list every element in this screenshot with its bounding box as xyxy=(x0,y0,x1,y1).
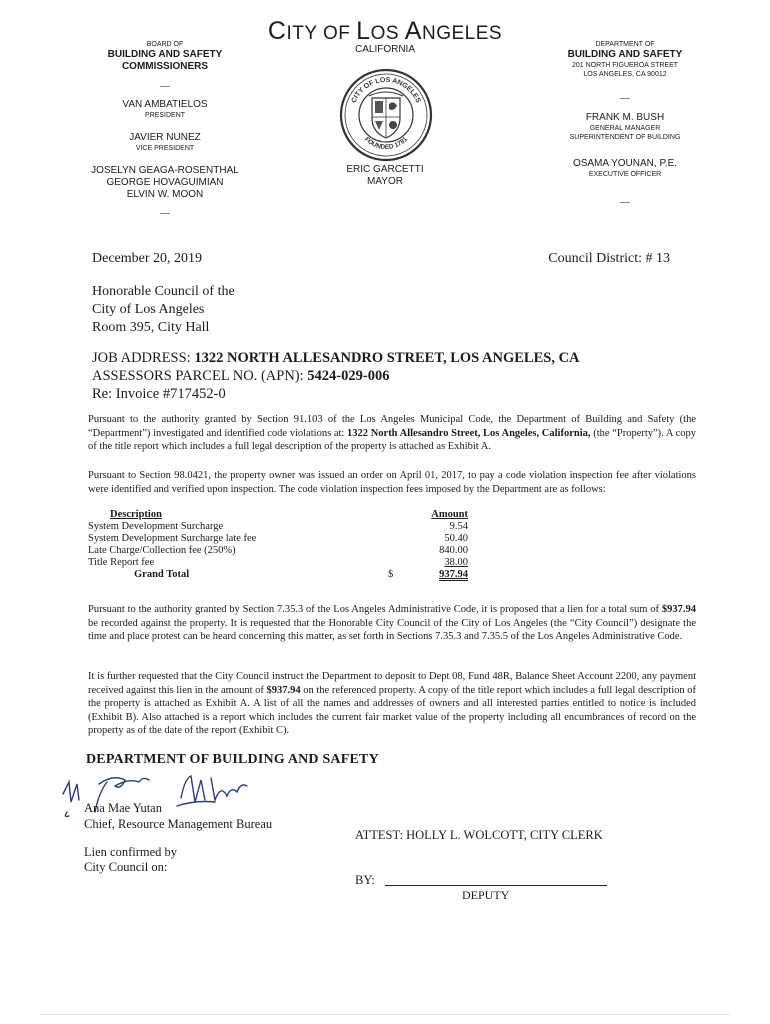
paragraph-3: Pursuant to the authority granted by Section 7.35.3 of the Los Angeles Administrative Code, it is proposed that a lien for a total sum of $937.94 be recorded against the property. It is requested that the Honorable City Council of the City of Los Angeles (the “City Council”) designate the time and place protest can be heard concerning this matter, as set forth in Sections 7.35.3 and 7.35.5 of the Los Angeles Administrative Code. xyxy=(88,604,696,642)
fee-description: Late Charge/Collection fee (250%) xyxy=(88,545,236,556)
job-address-label: JOB ADDRESS: xyxy=(92,350,195,366)
lien-confirmed xyxy=(84,845,177,875)
dept-line1: DEPARTMENT OF xyxy=(595,41,655,48)
addressee-line: City of Los Angeles xyxy=(92,302,205,317)
manager-name: FRANK M. BUSH xyxy=(585,112,665,123)
officer-name: OSAMA YOUNAN, P.E. xyxy=(572,158,678,169)
paragraph-1: Pursuant to the authority granted by Section 91.103 of the Los Angeles Municipal Code, the Department of Building and Safety (the “Department”) investigated and identified code violations at: 1322 North Allesandro Street, Los Angeles, California, (the “Property”). A copy of the title report which includes a full legal description of the property is attached as Exhibit A. xyxy=(88,414,697,452)
by-label: BY: xyxy=(355,873,375,887)
paragraph-4: It is further requested that the City Council instruct the Department to deposit to Dept 08, Fund 48R, Balance Sheet Account 2200, any payment received against this lien in the amount of $937.94 on the referenced property. A copy of the title report which includes a full legal description of the property is attached as Exhibit A. A list of all the names and addresses of owners and all interested parties entitled to notice is included (Exhibit B). Also attached is a report which includes the current fair market value of the property including all encumbrances of record on the property as of the date of the report (Exhibit C). xyxy=(88,671,696,736)
fee-row xyxy=(88,545,468,557)
addressee-line: Room 395, City Hall xyxy=(92,320,210,335)
addressee xyxy=(92,283,235,337)
president-name: VAN AMBATIELOS xyxy=(122,99,208,110)
job-address-value: 1322 NORTH ALLESANDRO STREET, LOS ANGELES, CA xyxy=(194,350,580,366)
manager-role: GENERAL MANAGER xyxy=(589,125,661,132)
fee-header-row xyxy=(88,509,468,521)
department-block xyxy=(545,40,705,203)
fee-row xyxy=(88,533,468,545)
board-member: GEORGE HOVAGUIMIAN xyxy=(106,177,224,188)
city-subtitle: CALIFORNIA xyxy=(354,44,415,55)
board-commissioners xyxy=(60,40,270,214)
addressee-line: Honorable Council of the xyxy=(92,284,235,299)
signature-line xyxy=(385,885,607,886)
president-role: PRESIDENT xyxy=(144,112,186,119)
fee-description: System Development Surcharge late fee xyxy=(88,533,257,544)
divider xyxy=(160,213,170,214)
manager-role: SUPERINTENDENT OF BUILDING xyxy=(569,134,681,141)
fee-table xyxy=(88,509,468,581)
signer-name: Ana Mae Yutan xyxy=(84,801,162,815)
signer-title: Chief, Resource Management Bureau xyxy=(84,817,273,831)
board-member: ELVIN W. MOON xyxy=(126,189,204,200)
letter-date: December 20, 2019 xyxy=(92,251,203,266)
grand-total-amount: 937.94 xyxy=(439,569,468,580)
department-heading: DEPARTMENT OF BUILDING AND SAFETY xyxy=(86,752,379,767)
fee-header-amount: Amount xyxy=(431,509,468,520)
svg-text:CITY OF LOS ANGELES: CITY OF LOS ANGELES xyxy=(350,76,422,105)
signer-block xyxy=(84,800,272,832)
city-title: CITY OF LOS ANGELES xyxy=(267,17,503,45)
lien-line: Lien confirmed by xyxy=(84,845,178,859)
fee-description: System Development Surcharge xyxy=(88,521,224,532)
apn-value: 5424-029-006 xyxy=(307,368,390,384)
vice-president-role: VICE PRESIDENT xyxy=(135,145,195,152)
fee-amount: 9.54 xyxy=(449,521,468,532)
fee-total-row xyxy=(88,569,468,581)
fee-amount: 38.00 xyxy=(444,557,468,568)
attest-line: ATTEST: HOLLY L. WOLCOTT, CITY CLERK xyxy=(355,828,603,842)
dept-address1: 201 NORTH FIGUEROA STREET xyxy=(571,62,679,69)
fee-row xyxy=(88,557,468,569)
lien-line: City Council on: xyxy=(84,860,168,874)
divider xyxy=(620,202,630,203)
page-edge-divider xyxy=(40,1014,730,1015)
currency-symbol: $ xyxy=(388,569,394,580)
fee-row xyxy=(88,521,468,533)
board-line2: BUILDING AND SAFETY xyxy=(107,49,223,60)
fee-header-description: Description xyxy=(110,509,162,520)
council-district: Council District: # 13 xyxy=(548,251,670,266)
deputy-label: DEPUTY xyxy=(462,888,510,902)
mayor-block xyxy=(300,164,470,188)
board-line3: COMMISSIONERS xyxy=(121,61,209,72)
dept-line2: BUILDING AND SAFETY xyxy=(567,49,683,60)
officer-role: EXECUTIVE OFFICER xyxy=(588,171,662,178)
mayor-name: ERIC GARCETTI xyxy=(346,164,424,175)
job-reference xyxy=(92,349,580,403)
fee-amount: 50.40 xyxy=(444,533,468,544)
invoice-line: Re: Invoice #717452-0 xyxy=(92,386,226,402)
paragraph-2: Pursuant to Section 98.0421, the property owner was issued an order on April 01, 2017, to pay a code violation inspection fee after violations were identified and verified upon inspection. The code violation inspection fees imposed by the Department are as follows: xyxy=(88,470,696,495)
fee-amount: 840.00 xyxy=(439,545,468,556)
board-line1: BOARD OF xyxy=(146,41,184,48)
fee-description: Title Report fee xyxy=(88,557,155,568)
mayor-title: MAYOR xyxy=(367,176,403,187)
vice-president-name: JAVIER NUNEZ xyxy=(129,132,201,143)
grand-total-label: Grand Total xyxy=(134,569,190,580)
board-member: JOSELYN GEAGA-ROSENTHAL xyxy=(91,165,239,176)
dept-address2: LOS ANGELES, CA 90012 xyxy=(583,71,667,78)
city-seal-icon xyxy=(339,68,433,162)
apn-label: ASSESSORS PARCEL NO. (APN): xyxy=(92,368,308,384)
svg-text:FOUNDED 1781: FOUNDED 1781 xyxy=(363,135,409,152)
